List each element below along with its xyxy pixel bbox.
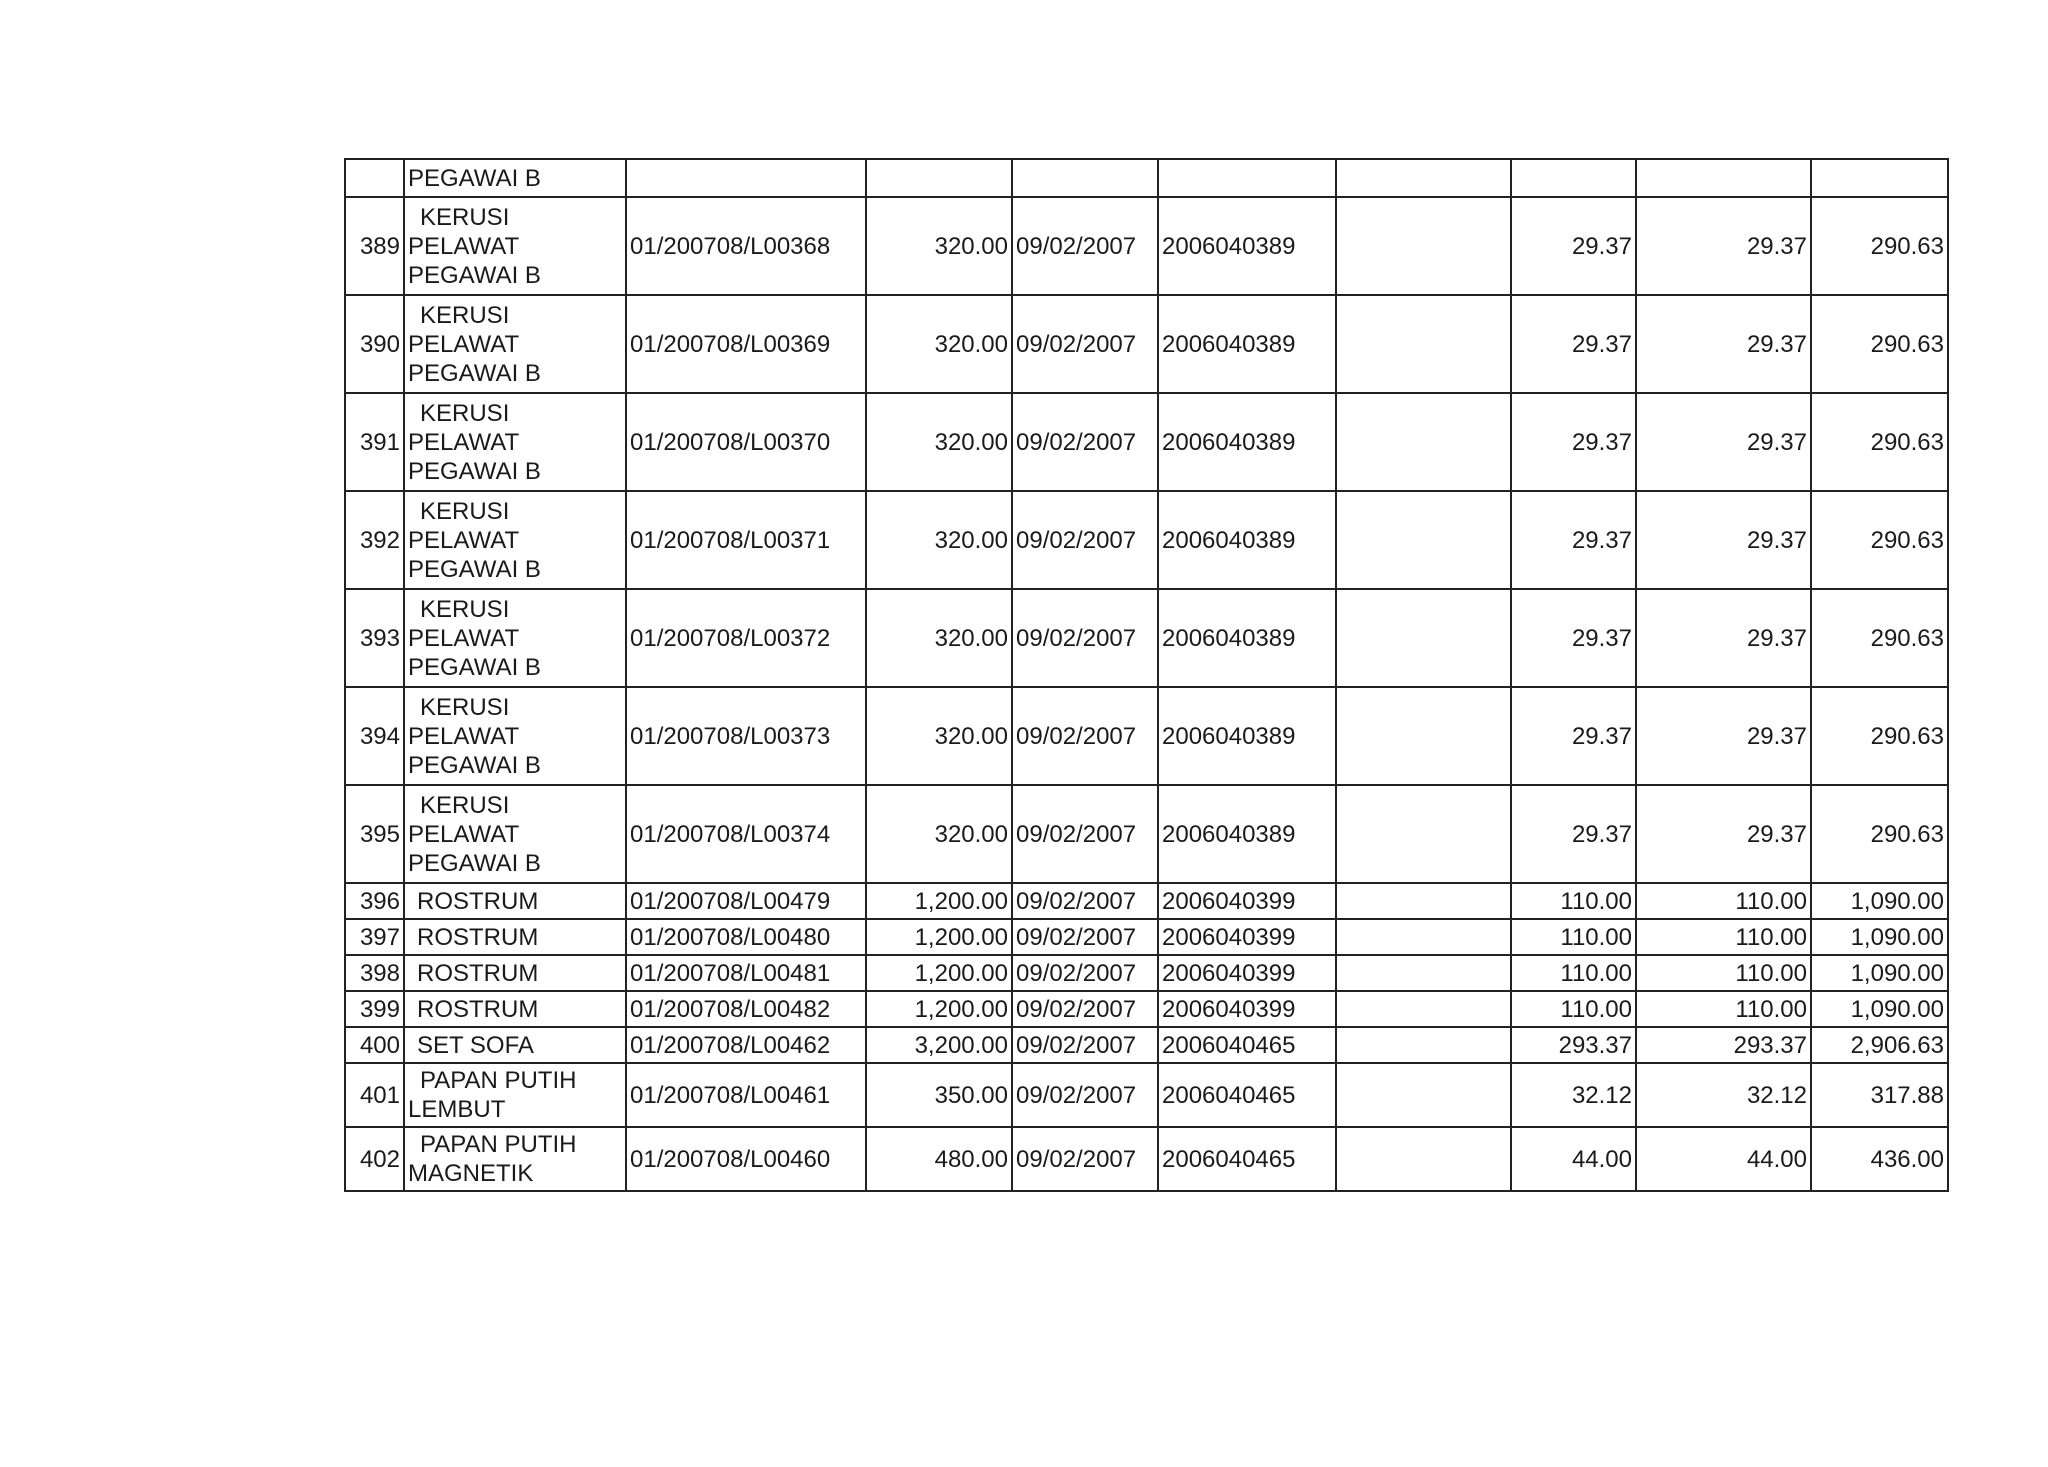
cell-value-1: 29.37 bbox=[1511, 589, 1636, 687]
table-row bbox=[345, 197, 1948, 295]
item-line: KERUSI bbox=[420, 497, 510, 525]
cell-blank bbox=[1336, 1127, 1511, 1191]
cell-code: 01/200708/L00482 bbox=[626, 991, 866, 1027]
cell-cost: 1,200.00 bbox=[866, 991, 1012, 1027]
cell-date: 09/02/2007 bbox=[1012, 393, 1158, 491]
cell-blank bbox=[1336, 589, 1511, 687]
table-row bbox=[345, 883, 1948, 919]
cell-ref: 2006040465 bbox=[1158, 1027, 1336, 1063]
asset-table bbox=[344, 158, 1949, 1192]
cell-ref: 2006040389 bbox=[1158, 491, 1336, 589]
cell-no: 391 bbox=[345, 393, 404, 491]
item-line: MAGNETIK bbox=[408, 1160, 534, 1187]
item-line: PELAWAT bbox=[408, 820, 520, 848]
item-line: KERUSI bbox=[420, 203, 510, 231]
cell-value-3: 290.63 bbox=[1811, 197, 1948, 295]
table-row bbox=[345, 1027, 1948, 1063]
cell-value-1: 29.37 bbox=[1511, 295, 1636, 393]
cell-value-2: 29.37 bbox=[1636, 197, 1811, 295]
cell-value-3: 1,090.00 bbox=[1811, 883, 1948, 919]
cell-value-3: 290.63 bbox=[1811, 295, 1948, 393]
cell-value-3: 290.63 bbox=[1811, 589, 1948, 687]
cell-ref: 2006040399 bbox=[1158, 919, 1336, 955]
cell-code: 01/200708/L00462 bbox=[626, 1027, 866, 1063]
cell-date: 09/02/2007 bbox=[1012, 1127, 1158, 1191]
table-row bbox=[345, 687, 1948, 785]
cell-blank bbox=[1336, 1027, 1511, 1063]
cell-value-1: 110.00 bbox=[1511, 991, 1636, 1027]
cell-value-3: 290.63 bbox=[1811, 491, 1948, 589]
item-line: KERUSI bbox=[420, 301, 510, 329]
cell-date: 09/02/2007 bbox=[1012, 295, 1158, 393]
cell-date: 09/02/2007 bbox=[1012, 919, 1158, 955]
cell-ref: 2006040399 bbox=[1158, 883, 1336, 919]
table-row bbox=[345, 491, 1948, 589]
item-line: KERUSI bbox=[420, 791, 510, 819]
cell-code bbox=[626, 159, 866, 197]
cell-code: 01/200708/L00373 bbox=[626, 687, 866, 785]
cell-item: ROSTRUM bbox=[404, 883, 626, 919]
cell-value-1: 29.37 bbox=[1511, 197, 1636, 295]
cell-cost: 350.00 bbox=[866, 1063, 1012, 1127]
cell-item bbox=[404, 1127, 626, 1191]
cell-blank bbox=[1336, 687, 1511, 785]
item-line: PELAWAT bbox=[408, 722, 520, 750]
cell-item bbox=[404, 491, 626, 589]
cell-value-3: 1,090.00 bbox=[1811, 991, 1948, 1027]
cell-date: 09/02/2007 bbox=[1012, 687, 1158, 785]
cell-blank bbox=[1336, 883, 1511, 919]
cell-value-2: 44.00 bbox=[1636, 1127, 1811, 1191]
cell-date: 09/02/2007 bbox=[1012, 589, 1158, 687]
cell-cost: 320.00 bbox=[866, 295, 1012, 393]
cell-value-2: 29.37 bbox=[1636, 491, 1811, 589]
item-line: PELAWAT bbox=[408, 232, 520, 260]
cell-item: SET SOFA bbox=[404, 1027, 626, 1063]
cell-item bbox=[404, 785, 626, 883]
cell-date: 09/02/2007 bbox=[1012, 1063, 1158, 1127]
cell-item bbox=[404, 687, 626, 785]
cell-value-3: 290.63 bbox=[1811, 785, 1948, 883]
cell-date: 09/02/2007 bbox=[1012, 491, 1158, 589]
cell-value-1: 29.37 bbox=[1511, 393, 1636, 491]
cell-cost: 320.00 bbox=[866, 197, 1012, 295]
cell-no: 389 bbox=[345, 197, 404, 295]
cell-item: ROSTRUM bbox=[404, 991, 626, 1027]
item-line: PELAWAT bbox=[408, 526, 520, 554]
cell-value-1: 44.00 bbox=[1511, 1127, 1636, 1191]
cell-code: 01/200708/L00368 bbox=[626, 197, 866, 295]
cell-date: 09/02/2007 bbox=[1012, 955, 1158, 991]
table-row bbox=[345, 295, 1948, 393]
cell-value-1 bbox=[1511, 159, 1636, 197]
cell-value-3: 1,090.00 bbox=[1811, 919, 1948, 955]
table-row bbox=[345, 785, 1948, 883]
cell-value-2: 110.00 bbox=[1636, 991, 1811, 1027]
cell-value-3: 317.88 bbox=[1811, 1063, 1948, 1127]
cell-blank bbox=[1336, 919, 1511, 955]
table-row bbox=[345, 991, 1948, 1027]
cell-no: 396 bbox=[345, 883, 404, 919]
cell-no: 393 bbox=[345, 589, 404, 687]
cell-value-2: 29.37 bbox=[1636, 295, 1811, 393]
cell-date: 09/02/2007 bbox=[1012, 197, 1158, 295]
item-line: PEGAWAI B bbox=[408, 359, 541, 387]
cell-code: 01/200708/L00370 bbox=[626, 393, 866, 491]
cell-value-2: 29.37 bbox=[1636, 393, 1811, 491]
cell-ref: 2006040389 bbox=[1158, 687, 1336, 785]
cell-ref: 2006040389 bbox=[1158, 295, 1336, 393]
cell-ref: 2006040389 bbox=[1158, 589, 1336, 687]
cell-blank bbox=[1336, 159, 1511, 197]
cell-value-2: 29.37 bbox=[1636, 589, 1811, 687]
item-line: PEGAWAI B bbox=[408, 751, 541, 779]
cell-value-1: 293.37 bbox=[1511, 1027, 1636, 1063]
cell-cost: 480.00 bbox=[866, 1127, 1012, 1191]
cell-value-1: 29.37 bbox=[1511, 687, 1636, 785]
cell-blank bbox=[1336, 197, 1511, 295]
item-line: KERUSI bbox=[420, 693, 510, 721]
cell-no: 399 bbox=[345, 991, 404, 1027]
cell-ref bbox=[1158, 159, 1336, 197]
cell-value-2: 29.37 bbox=[1636, 785, 1811, 883]
cell-code: 01/200708/L00371 bbox=[626, 491, 866, 589]
cell-value-1: 110.00 bbox=[1511, 955, 1636, 991]
cell-no bbox=[345, 159, 404, 197]
cell-value-3: 290.63 bbox=[1811, 393, 1948, 491]
cell-code: 01/200708/L00369 bbox=[626, 295, 866, 393]
item-line: KERUSI bbox=[420, 595, 510, 623]
cell-value-1: 110.00 bbox=[1511, 919, 1636, 955]
cell-code: 01/200708/L00460 bbox=[626, 1127, 866, 1191]
cell-value-3 bbox=[1811, 159, 1948, 197]
item-line: PAPAN PUTIH bbox=[420, 1131, 577, 1158]
cell-value-2 bbox=[1636, 159, 1811, 197]
cell-value-1: 110.00 bbox=[1511, 883, 1636, 919]
cell-value-2: 110.00 bbox=[1636, 883, 1811, 919]
item-line: PEGAWAI B bbox=[408, 261, 541, 289]
cell-no: 397 bbox=[345, 919, 404, 955]
item-line: LEMBUT bbox=[408, 1096, 506, 1123]
cell-item: ROSTRUM bbox=[404, 955, 626, 991]
cell-no: 398 bbox=[345, 955, 404, 991]
cell-cost bbox=[866, 159, 1012, 197]
cell-cost: 3,200.00 bbox=[866, 1027, 1012, 1063]
cell-value-2: 32.12 bbox=[1636, 1063, 1811, 1127]
table-row bbox=[345, 1127, 1948, 1191]
cell-ref: 2006040389 bbox=[1158, 785, 1336, 883]
cell-code: 01/200708/L00481 bbox=[626, 955, 866, 991]
cell-item bbox=[404, 295, 626, 393]
cell-cost: 320.00 bbox=[866, 687, 1012, 785]
item-line: KERUSI bbox=[420, 399, 510, 427]
cell-date: 09/02/2007 bbox=[1012, 1027, 1158, 1063]
cell-code: 01/200708/L00372 bbox=[626, 589, 866, 687]
cell-cost: 1,200.00 bbox=[866, 955, 1012, 991]
cell-no: 390 bbox=[345, 295, 404, 393]
cell-blank bbox=[1336, 295, 1511, 393]
cell-no: 402 bbox=[345, 1127, 404, 1191]
cell-value-2: 110.00 bbox=[1636, 919, 1811, 955]
cell-ref: 2006040399 bbox=[1158, 991, 1336, 1027]
cell-code: 01/200708/L00461 bbox=[626, 1063, 866, 1127]
item-line: PAPAN PUTIH bbox=[420, 1067, 577, 1094]
cell-blank bbox=[1336, 393, 1511, 491]
cell-no: 394 bbox=[345, 687, 404, 785]
cell-value-2: 293.37 bbox=[1636, 1027, 1811, 1063]
cell-no: 395 bbox=[345, 785, 404, 883]
table-row bbox=[345, 393, 1948, 491]
cell-cost: 320.00 bbox=[866, 589, 1012, 687]
cell-cost: 320.00 bbox=[866, 491, 1012, 589]
cell-value-1: 32.12 bbox=[1511, 1063, 1636, 1127]
item-line: PELAWAT bbox=[408, 624, 520, 652]
cell-ref: 2006040399 bbox=[1158, 955, 1336, 991]
cell-date: 09/02/2007 bbox=[1012, 785, 1158, 883]
cell-item bbox=[404, 393, 626, 491]
cell-cost: 320.00 bbox=[866, 785, 1012, 883]
cell-blank bbox=[1336, 491, 1511, 589]
cell-value-3: 1,090.00 bbox=[1811, 955, 1948, 991]
cell-ref: 2006040465 bbox=[1158, 1063, 1336, 1127]
cell-code: 01/200708/L00479 bbox=[626, 883, 866, 919]
cell-cost: 320.00 bbox=[866, 393, 1012, 491]
cell-ref: 2006040389 bbox=[1158, 393, 1336, 491]
cell-item bbox=[404, 589, 626, 687]
item-line: PEGAWAI B bbox=[408, 653, 541, 681]
table-row bbox=[345, 919, 1948, 955]
item-line: PEGAWAI B bbox=[408, 555, 541, 583]
cell-item: PEGAWAI B bbox=[404, 159, 626, 197]
cell-no: 401 bbox=[345, 1063, 404, 1127]
item-line: PELAWAT bbox=[408, 428, 520, 456]
cell-value-3: 290.63 bbox=[1811, 687, 1948, 785]
cell-value-2: 110.00 bbox=[1636, 955, 1811, 991]
cell-value-2: 29.37 bbox=[1636, 687, 1811, 785]
cell-item bbox=[404, 1063, 626, 1127]
cell-value-3: 2,906.63 bbox=[1811, 1027, 1948, 1063]
cell-ref: 2006040465 bbox=[1158, 1127, 1336, 1191]
cell-no: 392 bbox=[345, 491, 404, 589]
cell-code: 01/200708/L00374 bbox=[626, 785, 866, 883]
cell-blank bbox=[1336, 785, 1511, 883]
cell-cost: 1,200.00 bbox=[866, 919, 1012, 955]
table-row bbox=[345, 1063, 1948, 1127]
cell-blank bbox=[1336, 991, 1511, 1027]
cell-no: 400 bbox=[345, 1027, 404, 1063]
cell-ref: 2006040389 bbox=[1158, 197, 1336, 295]
cell-date bbox=[1012, 159, 1158, 197]
table-body bbox=[345, 159, 1948, 1191]
cell-date: 09/02/2007 bbox=[1012, 991, 1158, 1027]
cell-cost: 1,200.00 bbox=[866, 883, 1012, 919]
table-row bbox=[345, 589, 1948, 687]
cell-code: 01/200708/L00480 bbox=[626, 919, 866, 955]
cell-value-3: 436.00 bbox=[1811, 1127, 1948, 1191]
item-line: PELAWAT bbox=[408, 330, 520, 358]
table-row bbox=[345, 955, 1948, 991]
cell-value-1: 29.37 bbox=[1511, 785, 1636, 883]
cell-date: 09/02/2007 bbox=[1012, 883, 1158, 919]
cell-blank bbox=[1336, 955, 1511, 991]
cell-item bbox=[404, 197, 626, 295]
table-row-continued bbox=[345, 159, 1948, 197]
cell-blank bbox=[1336, 1063, 1511, 1127]
cell-value-1: 29.37 bbox=[1511, 491, 1636, 589]
cell-item: ROSTRUM bbox=[404, 919, 626, 955]
item-line: PEGAWAI B bbox=[408, 849, 541, 877]
item-line: PEGAWAI B bbox=[408, 457, 541, 485]
